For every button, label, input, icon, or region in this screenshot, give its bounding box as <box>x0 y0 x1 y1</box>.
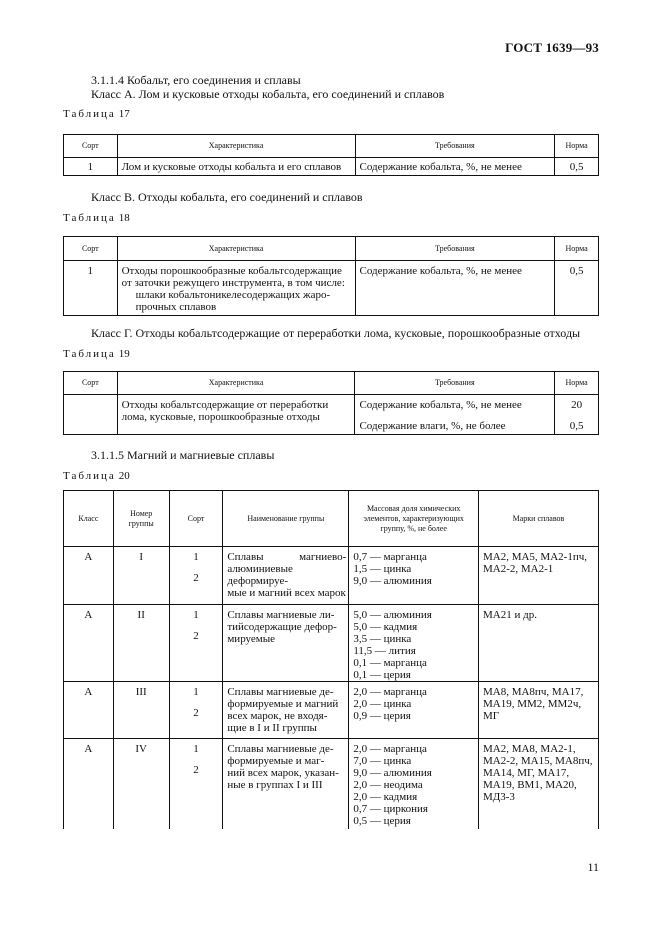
standard-title: ГОСТ 1639—93 <box>505 40 599 55</box>
cell-alloy-grades <box>478 547 598 605</box>
grades-line: МГ <box>482 710 500 722</box>
mass-line: 2,0 — марганца <box>353 686 427 698</box>
sort-value: 1 <box>193 609 199 621</box>
page-number: 11 <box>587 860 599 874</box>
cell-alloy-grades <box>478 682 598 739</box>
mass-line: 2,0 — неодима <box>353 779 423 791</box>
group-name-line: деформируе- <box>227 575 289 587</box>
mass-line: 1,5 — цинка <box>353 563 412 575</box>
table-row <box>64 158 599 176</box>
cell-sort: 1 <box>64 158 118 176</box>
table-header-norm: Норма <box>555 372 599 395</box>
mass-line: 11,5 — лития <box>353 645 416 657</box>
cell-mass-fraction <box>349 547 479 605</box>
mass-line: 7,0 — цинка <box>353 755 412 767</box>
group-name-line: формируемые и маг- <box>227 755 325 767</box>
table-20-caption <box>63 470 130 482</box>
sort-value: 1 <box>193 551 199 563</box>
table-caption-number: 18 <box>118 212 130 224</box>
cell-alloy-grades <box>478 605 598 682</box>
requirement-line: Содержание кобальта, %, не менее <box>359 399 522 411</box>
table-caption-number: 17 <box>118 108 130 120</box>
cell-class: А <box>64 682 114 739</box>
cell-class: А <box>64 547 114 605</box>
mass-line: 0,7 — марганца <box>353 551 427 563</box>
table-header-group-name: Наименование группы <box>223 491 349 547</box>
sort-value: 2 <box>193 630 199 642</box>
table-header-group-number: Номер группы <box>113 491 169 547</box>
requirement-line: Содержание влаги, %, не более <box>359 420 506 432</box>
cell-norm: 0,5 <box>555 158 599 176</box>
cell-alloy-grades <box>478 739 598 829</box>
group-name-line: алюминиевые <box>227 563 293 575</box>
cell-requirement <box>355 395 555 435</box>
sort-value: 1 <box>193 686 199 698</box>
table-caption-label: Таблица <box>63 470 116 482</box>
sort-value: 2 <box>193 764 199 776</box>
cell-group-name <box>223 605 349 682</box>
table-caption-number: 19 <box>118 348 130 360</box>
mass-line: 0,7 — циркония <box>353 803 428 815</box>
cell-group-number: III <box>113 682 169 739</box>
table-header-sort: Сорт <box>64 135 118 158</box>
cell-norm: 0,5 <box>555 261 599 316</box>
table-row <box>64 605 599 682</box>
cell-class: А <box>64 605 114 682</box>
mass-line: 0,9 — церия <box>353 710 411 722</box>
mass-line: 0,1 — марганца <box>353 657 427 669</box>
characteristic-line: шлаки кобальтоникелесодержащих жаро- <box>135 289 331 301</box>
table-17 <box>63 134 599 176</box>
table-header-norm: Норма <box>555 237 599 261</box>
grades-line: МА21 и др. <box>482 609 537 621</box>
mass-line: 0,5 — церия <box>353 815 411 827</box>
cell-sort: 1 <box>64 261 118 316</box>
cell-group-number: IV <box>113 739 169 829</box>
section-heading-cobalt: 3.1.1.4 Кобальт, его соединения и сплавы <box>91 73 301 87</box>
cell-sort <box>169 739 223 829</box>
table-header-norm: Норма <box>555 135 599 158</box>
grades-line: МА19, ММ2, ММ2ч, <box>482 698 582 710</box>
mass-line: 2,0 — марганца <box>353 743 427 755</box>
grades-line: МА2, МА5, МА2-1пч, <box>482 551 587 563</box>
table-17-caption <box>63 108 130 120</box>
mass-line: 3,5 — цинка <box>353 633 412 645</box>
table-row <box>64 261 599 316</box>
grades-line: МА14, МГ, МА17, <box>482 767 570 779</box>
section-heading-magnesium: 3.1.1.5 Магний и магниевые сплавы <box>91 448 275 462</box>
cell-characteristic <box>117 261 355 316</box>
cell-requirement: Содержание кобальта, %, не менее <box>355 261 555 316</box>
cell-group-name <box>223 739 349 829</box>
table-caption-label: Таблица <box>63 212 116 224</box>
group-name-line: Сплавы магниевые де- <box>227 743 334 755</box>
group-name-line: всех марок, не входя- <box>227 710 328 722</box>
table-header-class: Класс <box>64 491 114 547</box>
grades-line: МА8, МА8пч, МА17, <box>482 686 584 698</box>
cell-requirement: Содержание кобальта, %, не менее <box>355 158 555 176</box>
group-name-line: ний всех марок, указан- <box>227 767 339 779</box>
table-header-characteristic: Характеристика <box>117 372 355 395</box>
table-header-requirements: Требования <box>355 237 555 261</box>
norm-value: 20 <box>571 399 583 411</box>
grades-line: МА2-2, МА2-1 <box>482 563 554 575</box>
table-19-caption <box>63 348 130 360</box>
table-row <box>64 395 599 435</box>
group-name-line: щие в I и II группы <box>227 722 317 734</box>
group-name-line: тийсодержащие дефор- <box>227 621 337 633</box>
table-header-mass-fraction: Массовая доля химических элементов, характеризующих группу, %, не более <box>349 491 479 547</box>
table-header-requirements: Требования <box>355 135 555 158</box>
sort-value: 2 <box>193 572 199 584</box>
mass-line: 5,0 — алюминия <box>353 609 432 621</box>
cell-sort <box>64 395 118 435</box>
cell-sort <box>169 605 223 682</box>
group-name-line: мые и магний всех марок <box>227 587 346 599</box>
group-name-word: Сплавы <box>227 551 264 563</box>
table-row <box>64 682 599 739</box>
characteristic-line: прочных сплавов <box>135 301 217 313</box>
table-caption-label: Таблица <box>63 108 116 120</box>
sort-value: 1 <box>193 743 199 755</box>
grades-line: МА19, ВМ1, МА20, <box>482 779 577 791</box>
norm-value: 0,5 <box>569 420 584 432</box>
cell-group-name <box>223 682 349 739</box>
table-header-characteristic: Характеристика <box>117 135 355 158</box>
cell-sort <box>169 547 223 605</box>
sort-value: 2 <box>193 707 199 719</box>
characteristic-line: от заточки режущего инструмента, в том числе: <box>121 277 345 289</box>
cell-mass-fraction <box>349 739 479 829</box>
cell-group-name <box>223 547 349 605</box>
table-header-alloy-grades: Марки сплавов <box>478 491 598 547</box>
cell-norm <box>555 395 599 435</box>
characteristic-line: Отходы кобальтсодержащие от переработки <box>121 399 329 411</box>
mass-line: 2,0 — кадмия <box>353 791 418 803</box>
table-header-sort: Сорт <box>64 372 118 395</box>
grades-line: МА2, МА8, МА2-1, <box>482 743 576 755</box>
table-19 <box>63 371 599 435</box>
table-header-characteristic: Характеристика <box>117 237 355 261</box>
cell-class: А <box>64 739 114 829</box>
table-header-sort: Сорт <box>169 491 223 547</box>
class-a-heading: Класс А. Лом и кусковые отходы кобальта, его соединений и сплавов <box>91 87 445 101</box>
table-header-sort: Сорт <box>64 237 118 261</box>
table-row <box>64 547 599 605</box>
class-g-heading: Класс Г. Отходы кобальтсодержащие от переработки лома, кусковые, порошкообразные отходы <box>91 326 581 340</box>
group-name-line: мируемые <box>227 633 276 645</box>
grades-line: МД3-3 <box>482 791 515 803</box>
group-name-line: ные в группах I и III <box>227 779 323 791</box>
cell-group-number: I <box>113 547 169 605</box>
cell-group-number: II <box>113 605 169 682</box>
cell-sort <box>169 682 223 739</box>
group-name-line: Сплавы магниевые ли- <box>227 609 335 621</box>
mass-line: 9,0 — алюминия <box>353 575 432 587</box>
cell-mass-fraction <box>349 605 479 682</box>
cell-characteristic <box>117 395 355 435</box>
table-caption-label: Таблица <box>63 348 116 360</box>
table-row <box>64 739 599 829</box>
table-header-requirements: Требования <box>355 372 555 395</box>
group-name-line: Сплавы магниевые де- <box>227 686 334 698</box>
class-b-heading: Класс В. Отходы кобальта, его соединений и сплавов <box>91 190 363 204</box>
table-18-caption <box>63 212 130 224</box>
mass-line: 9,0 — алюминия <box>353 767 432 779</box>
mass-line: 5,0 — кадмия <box>353 621 418 633</box>
table-18 <box>63 236 599 316</box>
table-caption-number: 20 <box>118 470 130 482</box>
characteristic-line: лома, кусковые, порошкообразные отходы <box>121 411 320 423</box>
cell-characteristic: Лом и кусковые отходы кобальта и его сплавов <box>117 158 355 176</box>
table-20 <box>63 490 599 829</box>
mass-line: 2,0 — цинка <box>353 698 412 710</box>
group-name-line: формируемые и магний <box>227 698 339 710</box>
grades-line: МА2-2, МА15, МА8пч, <box>482 755 593 767</box>
group-name-word: магниево- <box>299 551 347 563</box>
characteristic-line: Отходы порошкообразные кобальтсодержащие <box>121 265 342 277</box>
mass-line: 0,1 — церия <box>353 669 411 681</box>
cell-mass-fraction <box>349 682 479 739</box>
